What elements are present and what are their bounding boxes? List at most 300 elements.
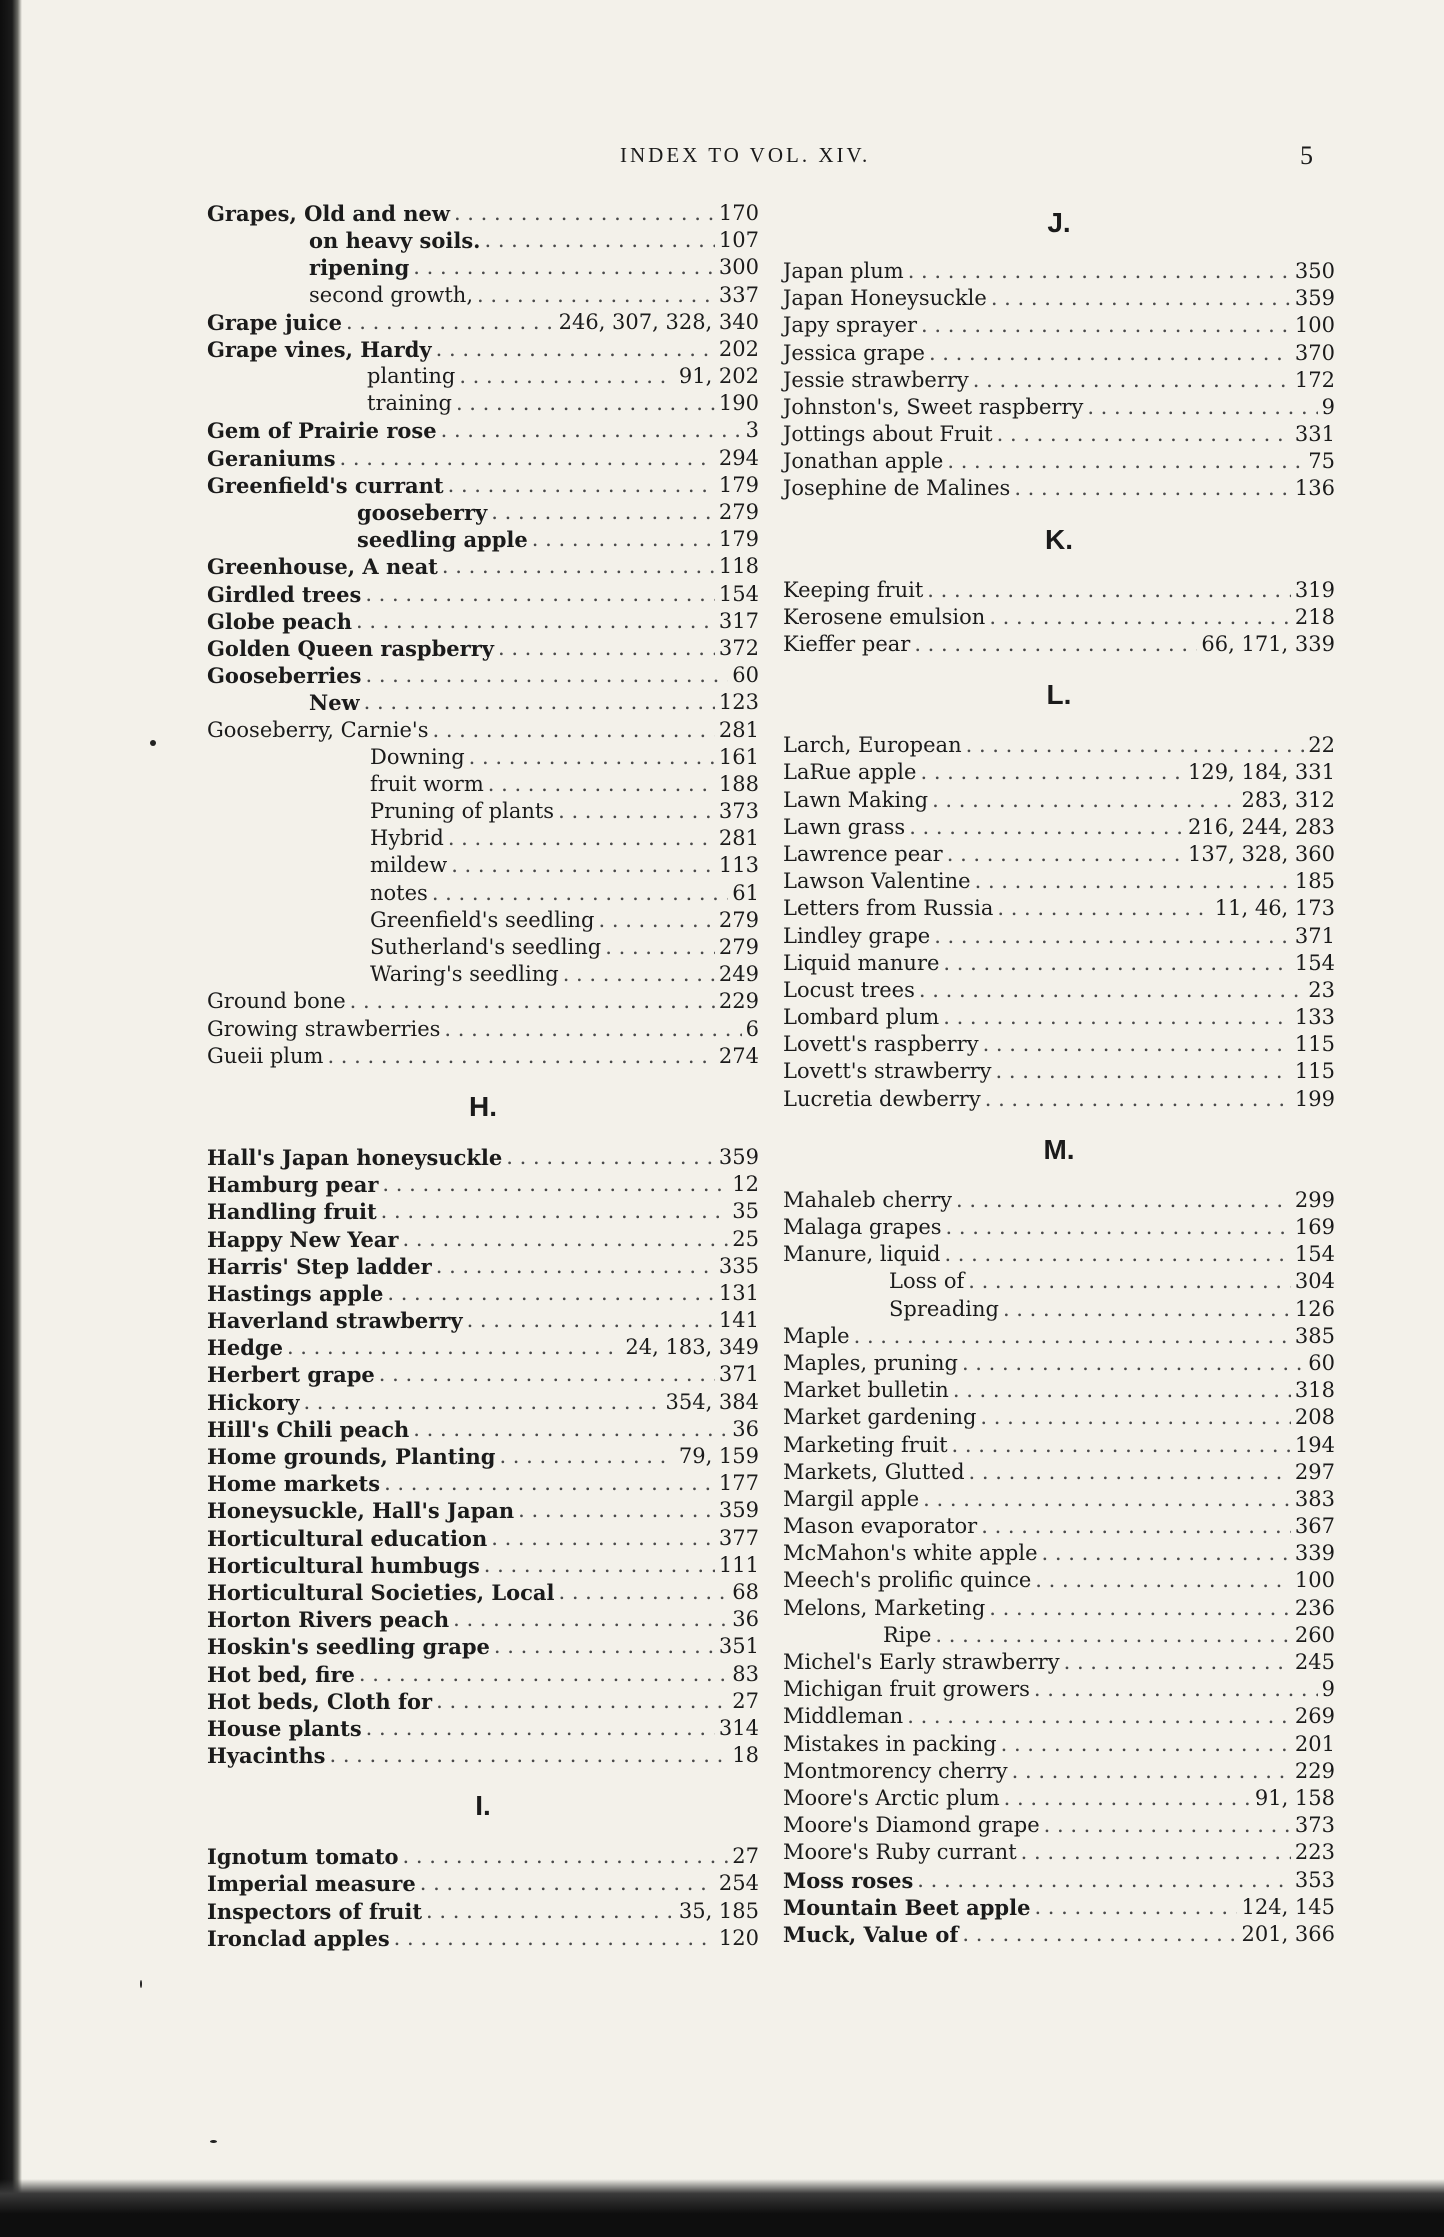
dot-leader [484,1552,715,1579]
index-entry [783,1540,1335,1567]
entry-label: Josephine de Malines [783,476,1011,501]
dot-leader [991,285,1291,312]
entry-page-numbers: 372 [718,635,759,660]
entry-page-numbers: 319 [1294,577,1335,602]
entry-label: Lindley grape [783,923,931,948]
dot-leader [1034,1894,1237,1921]
index-entry [207,1016,759,1043]
index-entry [783,421,1335,448]
index-entry [207,1144,759,1171]
entry-label: Grape juice [207,309,342,335]
index-entry [207,472,759,499]
index-entry [783,1459,1335,1486]
entry-page-numbers: 36 [732,1607,759,1632]
index-entry [207,717,759,744]
index-entry [783,1921,1335,1948]
dot-leader [983,1031,1291,1058]
index-entry [783,1649,1335,1676]
entry-page-numbers: 245 [1294,1650,1335,1675]
index-entry [207,689,759,716]
dot-leader [467,1307,715,1334]
dot-leader [558,1579,728,1606]
index-entry [783,1350,1335,1377]
index-entry [783,1059,1335,1086]
entry-label: Horticultural humbugs [207,1552,480,1578]
index-entry [783,258,1335,285]
entry-page-numbers: 279 [718,500,759,525]
dot-leader [914,631,1197,658]
entry-page-numbers: 113 [718,853,759,878]
entry-page-numbers: 23 [1308,977,1335,1002]
entry-label: Moore's Arctic plum [783,1785,1000,1810]
index-entry [207,1606,759,1633]
entry-label: Home markets [207,1471,381,1497]
index-entry [207,390,759,417]
index-entry [783,1513,1335,1540]
index-entry [783,1622,1335,1649]
entry-page-numbers: 129, 184, 331 [1188,760,1335,785]
dot-leader [365,662,728,689]
dot-leader [382,1171,728,1198]
entry-label: Melons, Marketing [783,1595,986,1620]
entry-label: Hot beds, Cloth for [207,1688,433,1714]
dot-leader [985,1086,1291,1113]
entry-page-numbers: 154 [1294,1242,1335,1267]
entry-label: Hastings apple [207,1280,384,1306]
dot-leader [491,499,715,526]
index-entry [783,1758,1335,1785]
entry-label: Harris' Step ladder [207,1253,432,1279]
dot-leader [441,417,742,444]
section-letter: M. [1043,1133,1075,1165]
page-number: 5 [1300,141,1313,170]
index-entry [207,499,759,526]
entry-page-numbers: 353 [1294,1867,1335,1892]
dot-leader [413,1416,728,1443]
entry-label: Greenfield's seedling [370,907,595,932]
entry-label: Liquid manure [783,950,940,975]
index-entry [207,1443,759,1470]
index-entry [783,1568,1335,1595]
dot-leader [943,950,1290,977]
entry-label: ripening [309,255,410,281]
entry-label: Kieffer pear [783,632,911,657]
entry-label: Ripe [883,1622,932,1647]
section-letter: L. [1046,679,1072,711]
entry-label: Gooseberries [207,663,362,689]
entry-label: Japy sprayer [783,313,918,338]
entry-page-numbers: 170 [718,200,759,225]
entry-label: Muck, Value of [783,1921,959,1947]
entry-page-numbers: 351 [718,1634,759,1659]
index-entry [207,553,759,580]
entry-label: Home grounds, Planting [207,1444,496,1470]
entry-label: Geraniums [207,445,336,471]
entry-page-numbers: 60 [1308,1350,1335,1375]
index-entry [783,577,1335,604]
entry-page-numbers: 279 [718,907,759,932]
index-entry [783,631,1335,658]
entry-label: Hamburg pear [207,1172,379,1198]
entry-label: Lawson Valentine [783,869,971,894]
entry-page-numbers: 297 [1294,1459,1335,1484]
entry-page-numbers: 202 [718,336,759,361]
entry-page-numbers: 91, 158 [1254,1785,1335,1810]
index-entry [783,1377,1335,1404]
index-entry [207,934,759,961]
entry-page-numbers: 359 [718,1144,759,1169]
dot-leader [908,258,1291,285]
dot-leader [356,608,715,635]
index-entry [207,282,759,309]
entry-label: Johnston's, Sweet raspberry [783,394,1084,419]
entry-page-numbers: 120 [718,1925,759,1950]
dot-leader [456,390,715,417]
dot-leader [966,732,1305,759]
entry-page-numbers: 260 [1294,1622,1335,1647]
dot-leader [997,895,1210,922]
entry-label: Jonathan apple [783,449,944,474]
dot-leader [451,852,715,879]
index-entry [207,880,759,907]
dot-leader [947,448,1304,475]
dot-leader [459,363,675,390]
running-title: INDEX TO VOL. XIV. [620,143,871,167]
dot-leader [943,1004,1291,1031]
entry-page-numbers: 354, 384 [665,1389,759,1414]
index-entry [207,363,759,390]
entry-page-numbers: 68 [732,1579,759,1604]
entry-label: Growing strawberries [207,1016,441,1041]
entry-page-numbers: 136 [1294,476,1335,501]
dot-leader [1035,1567,1291,1594]
entry-label: Maple [783,1323,850,1348]
index-entry [783,1894,1335,1921]
dot-leader [394,1925,715,1952]
index-entry [207,988,759,1015]
dot-leader [962,1350,1304,1377]
entry-page-numbers: 75 [1308,449,1335,474]
dot-leader [1044,1812,1291,1839]
entry-page-numbers: 337 [718,282,759,307]
entry-page-numbers: 179 [718,527,759,552]
entry-label: Moore's Ruby currant [783,1840,1017,1865]
book-spine-shadow [0,0,22,2237]
entry-page-numbers: 201, 366 [1241,1921,1335,1946]
dot-leader [605,934,715,961]
entry-label: Letters from Russia [783,896,994,921]
entry-label: House plants [207,1715,362,1741]
index-entry [207,1171,759,1198]
entry-label: second growth, [309,282,473,307]
entry-label: Lovett's raspberry [783,1032,979,1057]
index-entry [207,1661,759,1688]
dot-leader [1087,394,1317,421]
entry-page-numbers: 137, 328, 360 [1188,841,1335,866]
entry-label: Hickory [207,1389,300,1415]
entry-label: Manure, liquid [783,1242,941,1267]
entry-page-numbers: 383 [1294,1486,1335,1511]
entry-page-numbers: 294 [718,445,759,470]
entry-label: Jessica grape [783,340,925,365]
entry-page-numbers: 314 [718,1715,759,1740]
dot-leader [969,1459,1291,1486]
entry-page-numbers: 124, 145 [1241,1894,1335,1919]
dot-leader [432,880,728,907]
entry-label: Lucretia dewberry [783,1086,981,1111]
entry-label: Mahaleb cherry [783,1187,952,1212]
dot-leader [962,1921,1237,1948]
dot-leader [359,1661,728,1688]
entry-page-numbers: 223 [1294,1840,1335,1865]
page-header [0,143,1444,173]
index-entry [207,1871,759,1898]
dot-leader [488,771,715,798]
entry-page-numbers: 194 [1294,1432,1335,1457]
entry-label: Happy New Year [207,1226,399,1252]
entry-page-numbers: 61 [732,880,759,905]
entry-page-numbers: 300 [718,255,759,280]
index-entry [783,1296,1335,1323]
entry-page-numbers: 304 [1294,1269,1335,1294]
entry-label: Michigan fruit growers [783,1677,1030,1702]
index-entry [207,635,759,662]
dot-leader [491,1525,715,1552]
dot-leader [384,1470,715,1497]
entry-label: Larch, European [783,733,962,758]
dot-leader [980,1404,1290,1431]
dot-leader [563,961,715,988]
entry-page-numbers: 83 [732,1661,759,1686]
index-entry [207,418,759,445]
index-entry [207,1253,759,1280]
index-entry [783,340,1335,367]
dot-leader [402,1226,728,1253]
entry-page-numbers: 190 [718,391,759,416]
dot-leader [448,472,715,499]
dot-leader [426,1898,675,1925]
entry-label: Hot bed, fire [207,1661,355,1687]
ink-speck [210,2140,217,2143]
dot-leader [946,1214,1291,1241]
entry-page-numbers: 115 [1294,1032,1335,1057]
section-letter: K. [1045,523,1073,555]
entry-label: Downing [370,744,465,769]
entry-label: planting [367,364,456,389]
entry-page-numbers: 359 [1294,286,1335,311]
entry-page-numbers: 216, 244, 283 [1188,814,1335,839]
entry-page-numbers: 60 [732,663,759,688]
entry-label: Mason evaporator [783,1514,978,1539]
index-entry [207,1525,759,1552]
dot-leader [448,825,715,852]
entry-page-numbers: 154 [718,581,759,606]
dot-leader [350,988,715,1015]
index-entry [783,1676,1335,1703]
index-entry [783,1241,1335,1268]
index-entry [783,1187,1335,1214]
entry-label: LaRue apple [783,760,917,785]
entry-label: Market bulletin [783,1378,949,1403]
index-entry [783,1432,1335,1459]
entry-label: Jessie strawberry [783,367,969,392]
entry-page-numbers: 246, 307, 328, 340 [558,309,759,334]
dot-leader [956,1187,1291,1214]
index-entry [783,1323,1335,1350]
entry-page-numbers: 339 [1294,1541,1335,1566]
dot-leader [953,1377,1291,1404]
entry-page-numbers: 359 [718,1498,759,1523]
entry-label: Hoskin's seedling grape [207,1634,490,1660]
index-entry [783,1268,1335,1295]
entry-label: gooseberry [357,500,488,526]
dot-leader [944,1241,1290,1268]
entry-page-numbers: 107 [718,228,759,253]
entry-label: Grape vines, Hardy [207,336,432,362]
entry-label: Haverland strawberry [207,1308,463,1334]
index-entry [207,336,759,363]
entry-page-numbers: 177 [718,1471,759,1496]
entry-label: Mountain Beet apple [783,1894,1031,1920]
entry-label: Sutherland's seedling [370,935,602,960]
dot-leader [854,1323,1291,1350]
dot-leader [952,1432,1291,1459]
entry-label: Grapes, Old and new [207,200,450,226]
entry-label: Maples, pruning [783,1350,958,1375]
index-entry [783,1703,1335,1730]
entry-page-numbers: 115 [1294,1059,1335,1084]
index-entry [783,841,1335,868]
dot-leader [1021,1839,1291,1866]
entry-label: Keeping fruit [783,577,924,602]
dot-leader [381,1198,729,1225]
index-entry [207,1198,759,1225]
entry-page-numbers: 6 [745,1016,759,1041]
index-entry [783,1839,1335,1866]
entry-label: Globe peach [207,608,352,634]
entry-page-numbers: 27 [732,1844,759,1869]
index-entry [207,200,759,227]
dot-leader [997,421,1291,448]
index-entry [783,448,1335,475]
dot-leader [327,1043,714,1070]
index-entry [207,581,759,608]
index-entry [207,1307,759,1334]
entry-page-numbers: 25 [732,1226,759,1251]
entry-label: Ground bone [207,989,346,1014]
dot-leader [989,1595,1291,1622]
entry-page-numbers: 9 [1321,1677,1335,1702]
entry-page-numbers: 371 [1294,923,1335,948]
entry-label: training [367,391,452,416]
index-entry [783,977,1335,1004]
dot-leader [303,1389,661,1416]
entry-label: Hybrid [370,826,444,851]
entry-label: Michel's Early strawberry [783,1650,1060,1675]
entry-page-numbers: 371 [718,1362,759,1387]
index-entry [207,1925,759,1952]
entry-label: Honeysuckle, Hall's Japan [207,1498,515,1524]
index-entry [207,1043,759,1070]
entry-label: Loss of [889,1269,965,1294]
index-entry [207,254,759,281]
entry-page-numbers: 201 [1294,1731,1335,1756]
entry-label: Imperial measure [207,1871,416,1897]
index-entry [207,798,759,825]
index-column-right [783,200,1335,1948]
index-entry [783,367,1335,394]
entry-page-numbers: 370 [1294,340,1335,365]
index-entry [783,312,1335,339]
index-entry [783,732,1335,759]
dot-leader [599,907,715,934]
index-entry [783,1086,1335,1113]
index-entry [783,394,1335,421]
index-entry [207,608,759,635]
index-entry [207,1579,759,1606]
entry-page-numbers: 111 [718,1552,759,1577]
dot-leader [454,200,715,227]
entry-page-numbers: 188 [718,771,759,796]
index-entry [207,907,759,934]
entry-label: Greenhouse, A neat [207,554,438,580]
entry-page-numbers: 123 [718,690,759,715]
entry-page-numbers: 126 [1294,1296,1335,1321]
entry-label: Horticultural education [207,1525,488,1551]
dot-leader [442,553,715,580]
dot-leader [1004,1785,1251,1812]
entry-label: Meech's prolific quince [783,1568,1032,1593]
entry-label: Gueii plum [207,1043,324,1068]
entry-label: Girdled trees [207,581,362,607]
dot-leader [365,581,715,608]
section-letter: H. [469,1091,497,1122]
entry-label: Greenfield's currant [207,472,444,498]
index-entry [783,604,1335,631]
entry-page-numbers: 154 [1294,950,1335,975]
entry-page-numbers: 281 [718,717,759,742]
entry-page-numbers: 11, 46, 173 [1214,896,1335,921]
entry-label: seedling apple [357,527,528,553]
entry-page-numbers: 100 [1294,1568,1335,1593]
entry-page-numbers: 279 [718,935,759,960]
entry-label: Ironclad apples [207,1925,390,1951]
index-entry [207,1362,759,1389]
index-entry [783,923,1335,950]
entry-label: Gooseberry, Carnie's [207,717,429,742]
entry-page-numbers: 131 [718,1280,759,1305]
index-entry [783,895,1335,922]
entry-page-numbers: 133 [1294,1005,1335,1030]
entry-label: Herbert grape [207,1362,375,1388]
section-letter: J. [1047,207,1071,238]
index-entry [207,1552,759,1579]
index-entry [783,1404,1335,1431]
entry-label: Japan plum [783,258,904,283]
index-entry [207,1715,759,1742]
dot-leader [973,367,1291,394]
entry-page-numbers: 274 [718,1043,759,1068]
entry-page-numbers: 35 [732,1199,759,1224]
dot-leader [387,1280,715,1307]
dot-leader [379,1361,715,1388]
entry-label: Montmorency cherry [783,1758,1008,1783]
dot-leader [1001,1731,1291,1758]
dot-leader [907,1703,1291,1730]
dot-leader [1042,1540,1291,1567]
dot-leader [921,312,1291,339]
entry-label: Lombard plum [783,1005,940,1030]
